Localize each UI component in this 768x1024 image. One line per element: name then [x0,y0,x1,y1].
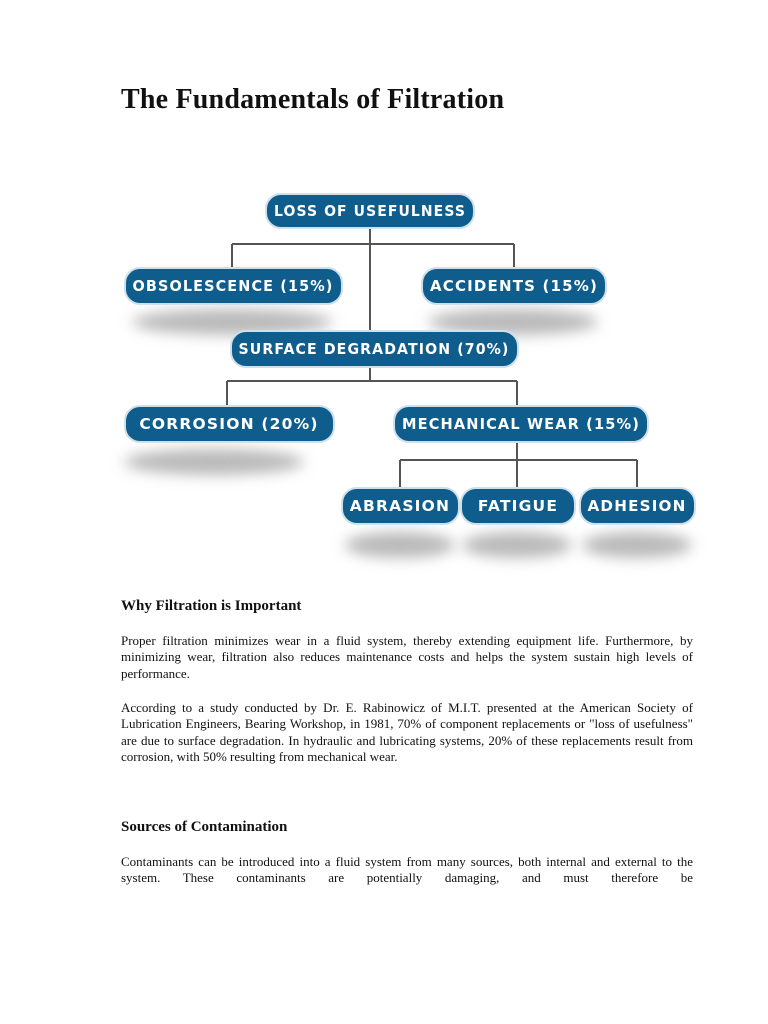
svg-text:SURFACE DEGRADATION (70%): SURFACE DEGRADATION (70%) [238,340,510,358]
node-loss-of-usefulness [266,194,474,228]
shadow-adhesion [582,532,692,558]
section-heading-sources-of-contamination: Sources of Contamination [121,819,288,835]
section-heading-why-filtration: Why Filtration is Important [121,598,302,614]
paragraph-why-filtration-2: According to a study conducted by Dr. E. Rabinowicz of M.I.T. presented at the American Society of Lubrication Engineers, Bearing Workshop, in 1981, 70% of component replacements or "loss of usefulness" are due to surface degradation. In hydraulic and lubricating systems, 20% of these replacements result from corrosion, with 50% resulting from mechanical wear. [121,700,693,765]
node-corrosion [125,406,334,442]
svg-text:ABRASION: ABRASION [349,497,451,515]
svg-text:LOSS OF USEFULNESS: LOSS OF USEFULNESS [274,202,466,220]
node-surface-degradation [231,331,518,367]
paragraph-sources-of-contamination-1: Contaminants can be introduced into a fluid system from many sources, both internal and external to the system. These contaminants are potentially damaging, and must therefore be [121,854,693,886]
node-adhesion [580,488,695,524]
svg-text:ACCIDENTS (15%): ACCIDENTS (15%) [430,277,598,295]
node-obsolescence [125,268,342,304]
shadow-corrosion [124,449,304,475]
shadow-fatigue [462,532,572,558]
shadow-abrasion [345,532,455,558]
node-accidents [422,268,606,304]
node-mechanical-wear [394,406,648,442]
paragraph-why-filtration-1: Proper filtration minimizes wear in a fluid system, thereby extending equipment life. Furthermore, by minimizing wear, filtration also reduces maintenance costs and helps the system sustain high levels of performance. [121,633,693,681]
node-abrasion [342,488,459,524]
svg-text:OBSOLESCENCE (15%): OBSOLESCENCE (15%) [132,277,334,295]
node-fatigue [461,488,575,524]
svg-text:ADHESION: ADHESION [587,497,687,515]
svg-text:CORROSION (20%): CORROSION (20%) [139,415,319,433]
svg-text:FATIGUE: FATIGUE [477,497,559,515]
page-title: The Fundamentals of Filtration [121,84,505,115]
svg-text:MECHANICAL WEAR (15%): MECHANICAL WEAR (15%) [402,415,640,433]
